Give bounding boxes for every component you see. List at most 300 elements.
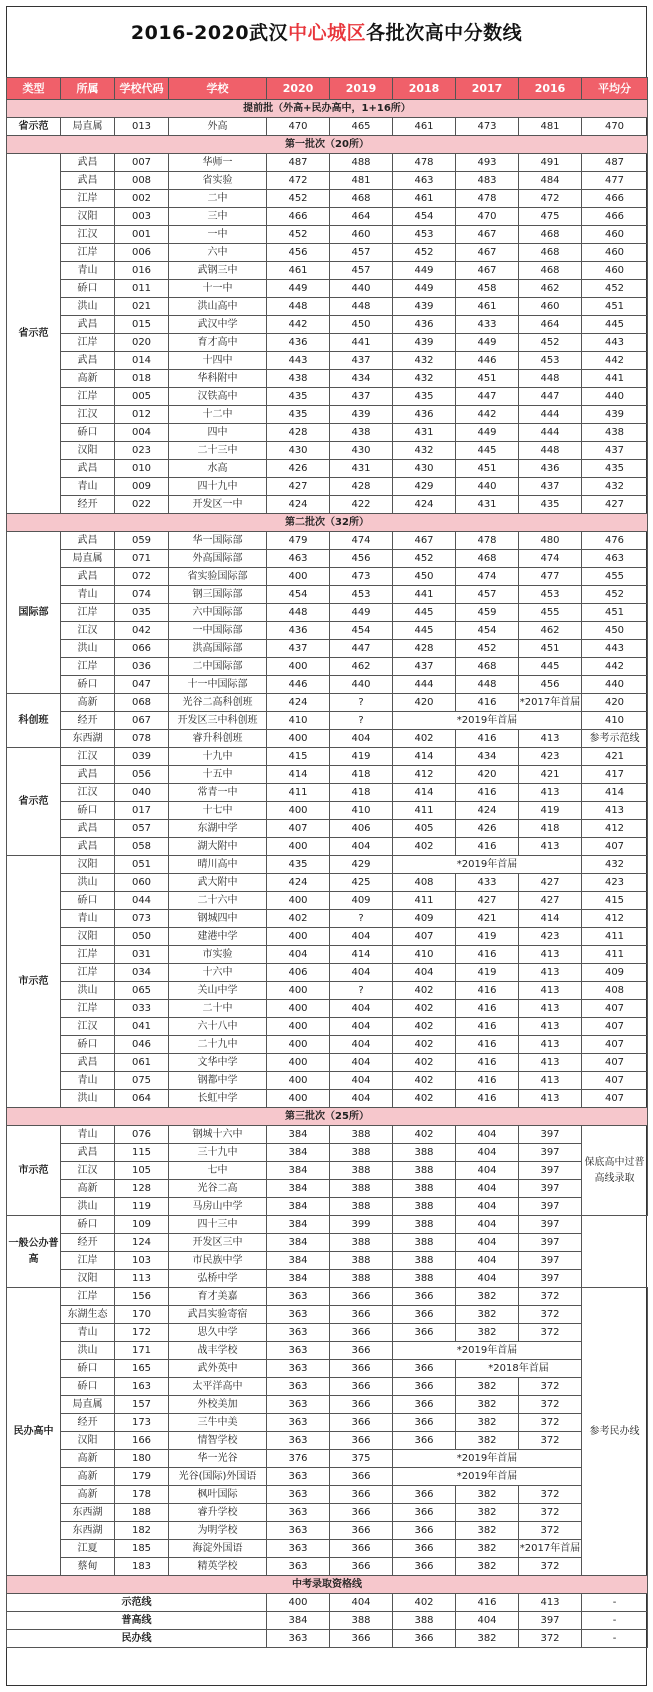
score-cell: 472 bbox=[267, 172, 330, 190]
score-cell: 366 bbox=[330, 1288, 393, 1306]
district-cell: 江岸 bbox=[61, 604, 115, 622]
score-cell: 416 bbox=[456, 1054, 519, 1072]
district-cell: 硚口 bbox=[61, 424, 115, 442]
score-cell: 388 bbox=[330, 1234, 393, 1252]
district-cell: 硚口 bbox=[61, 802, 115, 820]
score-cell: 408 bbox=[393, 874, 456, 892]
column-header: 2018 bbox=[393, 78, 456, 100]
average-cell: 参考民办线 bbox=[582, 1288, 648, 1576]
score-cell: 451 bbox=[456, 460, 519, 478]
score-cell: 424 bbox=[267, 874, 330, 892]
score-cell: 404 bbox=[330, 964, 393, 982]
score-cell: 411 bbox=[267, 784, 330, 802]
school-code-cell: 072 bbox=[115, 568, 169, 586]
school-code-cell: 042 bbox=[115, 622, 169, 640]
score-cell: 388 bbox=[393, 1162, 456, 1180]
score-cell: 450 bbox=[393, 568, 456, 586]
average-cell: 407 bbox=[582, 1072, 648, 1090]
school-name-cell: 钢都中学 bbox=[169, 1072, 267, 1090]
score-cell: 384 bbox=[267, 1126, 330, 1144]
table-row bbox=[7, 1486, 648, 1504]
score-cell: 414 bbox=[267, 766, 330, 784]
average-cell: 423 bbox=[582, 874, 648, 892]
average-cell: 460 bbox=[582, 244, 648, 262]
score-cell: 435 bbox=[267, 856, 330, 874]
school-name-cell: 十五中 bbox=[169, 766, 267, 784]
school-code-cell: 003 bbox=[115, 208, 169, 226]
score-cell: 366 bbox=[393, 1432, 456, 1450]
score-cell: 465 bbox=[330, 118, 393, 136]
school-name-cell: 思久中学 bbox=[169, 1324, 267, 1342]
score-cell: 414 bbox=[393, 748, 456, 766]
score-cell: 425 bbox=[330, 874, 393, 892]
score-cell: 388 bbox=[330, 1162, 393, 1180]
district-cell: 局直属 bbox=[61, 550, 115, 568]
school-code-cell: 050 bbox=[115, 928, 169, 946]
score-cell: 419 bbox=[330, 748, 393, 766]
score-cell: 400 bbox=[267, 892, 330, 910]
score-cell: 458 bbox=[456, 280, 519, 298]
score-cell: ? bbox=[330, 982, 393, 1000]
school-code-cell: 002 bbox=[115, 190, 169, 208]
district-cell: 青山 bbox=[61, 262, 115, 280]
score-cell: 382 bbox=[456, 1540, 519, 1558]
score-cell: 447 bbox=[456, 388, 519, 406]
school-name-cell: 战丰学校 bbox=[169, 1342, 267, 1360]
score-cell: 479 bbox=[267, 532, 330, 550]
average-cell: 441 bbox=[582, 370, 648, 388]
school-code-cell: 014 bbox=[115, 352, 169, 370]
average-cell: 452 bbox=[582, 586, 648, 604]
score-cell: 382 bbox=[456, 1558, 519, 1576]
score-cell: 402 bbox=[393, 1036, 456, 1054]
score-cell: 406 bbox=[267, 964, 330, 982]
school-name-cell: 三十九中 bbox=[169, 1144, 267, 1162]
score-cell: 363 bbox=[267, 1378, 330, 1396]
score-cell: 404 bbox=[456, 1198, 519, 1216]
score-cell: 388 bbox=[330, 1180, 393, 1198]
school-code-cell: 016 bbox=[115, 262, 169, 280]
district-cell: 武昌 bbox=[61, 172, 115, 190]
table-row bbox=[7, 406, 648, 424]
district-cell: 汉阳 bbox=[61, 856, 115, 874]
score-cell: 382 bbox=[456, 1378, 519, 1396]
score-cell: 452 bbox=[519, 334, 582, 352]
score-cell: 409 bbox=[393, 910, 456, 928]
score-cell: 439 bbox=[330, 406, 393, 424]
score-cell: 402 bbox=[393, 1090, 456, 1108]
score-cell: 382 bbox=[456, 1414, 519, 1432]
school-name-cell: 睿升学校 bbox=[169, 1504, 267, 1522]
qualify-value: 397 bbox=[519, 1612, 582, 1630]
score-cell: 416 bbox=[456, 946, 519, 964]
score-cell: 405 bbox=[393, 820, 456, 838]
score-cell: 413 bbox=[519, 730, 582, 748]
qualify-value: - bbox=[582, 1612, 648, 1630]
score-cell: 366 bbox=[330, 1468, 393, 1486]
score-cell: 483 bbox=[456, 172, 519, 190]
school-name-cell: 开发区三中 bbox=[169, 1234, 267, 1252]
school-code-cell: 170 bbox=[115, 1306, 169, 1324]
school-code-cell: 071 bbox=[115, 550, 169, 568]
average-cell: 487 bbox=[582, 154, 648, 172]
score-cell: 388 bbox=[330, 1198, 393, 1216]
school-code-cell: 163 bbox=[115, 1378, 169, 1396]
school-code-cell: 185 bbox=[115, 1540, 169, 1558]
section-title: 第二批次（32所） bbox=[7, 514, 648, 532]
score-cell: 409 bbox=[330, 892, 393, 910]
school-code-cell: 060 bbox=[115, 874, 169, 892]
score-cell: 397 bbox=[519, 1144, 582, 1162]
score-cell: 382 bbox=[456, 1486, 519, 1504]
table-row bbox=[7, 676, 648, 694]
score-cell: 384 bbox=[267, 1270, 330, 1288]
table-row bbox=[7, 1360, 648, 1378]
district-cell: 江汉 bbox=[61, 1018, 115, 1036]
column-header: 2017 bbox=[456, 78, 519, 100]
score-cell: 413 bbox=[519, 838, 582, 856]
score-cell: 462 bbox=[330, 658, 393, 676]
score-cell: 459 bbox=[456, 604, 519, 622]
school-name-cell: 六十八中 bbox=[169, 1018, 267, 1036]
district-cell: 武昌 bbox=[61, 838, 115, 856]
school-code-cell: 061 bbox=[115, 1054, 169, 1072]
score-cell: 431 bbox=[330, 460, 393, 478]
score-cell: 382 bbox=[456, 1504, 519, 1522]
school-code-cell: 172 bbox=[115, 1324, 169, 1342]
district-cell: 高新 bbox=[61, 1450, 115, 1468]
table-row bbox=[7, 1342, 648, 1360]
average-cell: 442 bbox=[582, 658, 648, 676]
average-cell: 415 bbox=[582, 892, 648, 910]
table-row bbox=[7, 784, 648, 802]
score-cell: 452 bbox=[267, 190, 330, 208]
score-cell: 404 bbox=[330, 1054, 393, 1072]
average-cell: 450 bbox=[582, 622, 648, 640]
school-code-cell: 064 bbox=[115, 1090, 169, 1108]
district-cell: 青山 bbox=[61, 1126, 115, 1144]
score-cell: 478 bbox=[456, 190, 519, 208]
score-cell: 468 bbox=[519, 262, 582, 280]
school-code-cell: 109 bbox=[115, 1216, 169, 1234]
table-row bbox=[7, 712, 648, 730]
school-name-cell: 二十三中 bbox=[169, 442, 267, 460]
district-cell: 东西湖 bbox=[61, 730, 115, 748]
score-cell: 413 bbox=[519, 1036, 582, 1054]
school-code-cell: 006 bbox=[115, 244, 169, 262]
table-row bbox=[7, 586, 648, 604]
district-cell: 江岸 bbox=[61, 658, 115, 676]
score-cell: 372 bbox=[519, 1306, 582, 1324]
school-code-cell: 157 bbox=[115, 1396, 169, 1414]
district-cell: 洪山 bbox=[61, 1342, 115, 1360]
table-row bbox=[7, 1180, 648, 1198]
school-code-cell: 020 bbox=[115, 334, 169, 352]
score-cell: 366 bbox=[330, 1306, 393, 1324]
score-cell: 414 bbox=[330, 946, 393, 964]
first-year-note: *2019年首届 bbox=[393, 1450, 582, 1468]
average-cell: 427 bbox=[582, 496, 648, 514]
score-cell: 478 bbox=[393, 154, 456, 172]
score-cell: 454 bbox=[267, 586, 330, 604]
score-cell: 462 bbox=[519, 622, 582, 640]
average-cell: 460 bbox=[582, 262, 648, 280]
score-cell: 366 bbox=[330, 1522, 393, 1540]
qualify-value: 416 bbox=[456, 1594, 519, 1612]
table-row bbox=[7, 388, 648, 406]
category-cell: 市示范 bbox=[7, 856, 61, 1108]
score-cell: 474 bbox=[330, 532, 393, 550]
score-cell: 432 bbox=[393, 442, 456, 460]
score-cell: 435 bbox=[267, 388, 330, 406]
score-cell: 372 bbox=[519, 1324, 582, 1342]
score-cell: 444 bbox=[519, 406, 582, 424]
qualify-value: 413 bbox=[519, 1594, 582, 1612]
score-cell: 404 bbox=[456, 1126, 519, 1144]
qualify-value: 402 bbox=[393, 1594, 456, 1612]
school-name-cell: 十四中 bbox=[169, 352, 267, 370]
district-cell: 局直属 bbox=[61, 118, 115, 136]
table-row bbox=[7, 532, 648, 550]
qualify-value: 384 bbox=[267, 1612, 330, 1630]
school-name-cell: 六中国际部 bbox=[169, 604, 267, 622]
school-code-cell: 066 bbox=[115, 640, 169, 658]
school-code-cell: 034 bbox=[115, 964, 169, 982]
category-cell: 民办高中 bbox=[7, 1288, 61, 1576]
score-cell: 363 bbox=[267, 1432, 330, 1450]
score-cell: 404 bbox=[393, 964, 456, 982]
score-cell: 366 bbox=[393, 1306, 456, 1324]
score-cell: 415 bbox=[267, 748, 330, 766]
table-row bbox=[7, 1432, 648, 1450]
score-cell: 437 bbox=[330, 352, 393, 370]
score-cell: 481 bbox=[519, 118, 582, 136]
score-cell: 435 bbox=[519, 496, 582, 514]
school-code-cell: 051 bbox=[115, 856, 169, 874]
table-row bbox=[7, 478, 648, 496]
score-cell: 388 bbox=[330, 1252, 393, 1270]
table-row bbox=[7, 316, 648, 334]
district-cell: 武昌 bbox=[61, 1144, 115, 1162]
table-row bbox=[7, 118, 648, 136]
district-cell: 硚口 bbox=[61, 676, 115, 694]
district-cell: 江岸 bbox=[61, 1252, 115, 1270]
score-cell: 421 bbox=[519, 766, 582, 784]
district-cell: 青山 bbox=[61, 910, 115, 928]
school-code-cell: 075 bbox=[115, 1072, 169, 1090]
score-cell: 436 bbox=[267, 622, 330, 640]
table-row bbox=[7, 1216, 648, 1234]
table-row bbox=[7, 1288, 648, 1306]
district-cell: 武昌 bbox=[61, 568, 115, 586]
score-cell: 416 bbox=[456, 1072, 519, 1090]
school-name-cell: 长虹中学 bbox=[169, 1090, 267, 1108]
school-name-cell: 武大附中 bbox=[169, 874, 267, 892]
table-row bbox=[7, 352, 648, 370]
district-cell: 江岸 bbox=[61, 190, 115, 208]
score-cell: 411 bbox=[393, 802, 456, 820]
score-cell: 457 bbox=[456, 586, 519, 604]
score-cell: 466 bbox=[267, 208, 330, 226]
score-cell: 384 bbox=[267, 1216, 330, 1234]
table-row bbox=[7, 550, 648, 568]
district-cell: 硚口 bbox=[61, 1216, 115, 1234]
score-cell: 366 bbox=[393, 1522, 456, 1540]
school-name-cell: 武昌实验寄宿 bbox=[169, 1306, 267, 1324]
table-row bbox=[7, 604, 648, 622]
score-cell: 402 bbox=[393, 1126, 456, 1144]
table-row bbox=[7, 1252, 648, 1270]
title-highlight: 中心城区 bbox=[288, 22, 367, 44]
district-cell: 江岸 bbox=[61, 334, 115, 352]
score-cell: 375 bbox=[330, 1450, 393, 1468]
qualify-row bbox=[7, 1612, 648, 1630]
school-code-cell: 119 bbox=[115, 1198, 169, 1216]
school-name-cell: 七中 bbox=[169, 1162, 267, 1180]
average-cell: 411 bbox=[582, 946, 648, 964]
school-code-cell: 067 bbox=[115, 712, 169, 730]
section-row bbox=[7, 514, 648, 532]
qualify-value: - bbox=[582, 1594, 648, 1612]
section-row bbox=[7, 1576, 648, 1594]
score-cell: 382 bbox=[456, 1396, 519, 1414]
score-cell: 446 bbox=[456, 352, 519, 370]
score-cell: 388 bbox=[393, 1252, 456, 1270]
qualify-value: 404 bbox=[456, 1612, 519, 1630]
qualify-value: 388 bbox=[393, 1612, 456, 1630]
column-header: 学校 bbox=[169, 78, 267, 100]
table-row bbox=[7, 1540, 648, 1558]
score-cell: 384 bbox=[267, 1144, 330, 1162]
score-cell: 397 bbox=[519, 1234, 582, 1252]
table-row bbox=[7, 226, 648, 244]
score-cell: 419 bbox=[456, 928, 519, 946]
school-code-cell: 173 bbox=[115, 1414, 169, 1432]
district-cell: 洪山 bbox=[61, 298, 115, 316]
score-cell: 363 bbox=[267, 1558, 330, 1576]
school-name-cell: 华一光谷 bbox=[169, 1450, 267, 1468]
score-cell: 470 bbox=[456, 208, 519, 226]
score-cell: 400 bbox=[267, 1018, 330, 1036]
district-cell: 高新 bbox=[61, 1486, 115, 1504]
score-cell: 400 bbox=[267, 1054, 330, 1072]
score-cell: 473 bbox=[330, 568, 393, 586]
school-code-cell: 004 bbox=[115, 424, 169, 442]
score-cell: 440 bbox=[330, 676, 393, 694]
qualify-row bbox=[7, 1594, 648, 1612]
school-name-cell: 华师一 bbox=[169, 154, 267, 172]
school-name-cell: 外校美加 bbox=[169, 1396, 267, 1414]
school-name-cell: 十一中 bbox=[169, 280, 267, 298]
school-name-cell: 情智学校 bbox=[169, 1432, 267, 1450]
qualify-value: 363 bbox=[267, 1630, 330, 1648]
score-cell: 402 bbox=[393, 1054, 456, 1072]
district-cell: 武昌 bbox=[61, 532, 115, 550]
section-title: 第三批次（25所） bbox=[7, 1108, 648, 1126]
score-cell: 467 bbox=[456, 262, 519, 280]
average-cell: 443 bbox=[582, 334, 648, 352]
score-cell: 366 bbox=[330, 1540, 393, 1558]
first-year-note: *2018年首届 bbox=[456, 1360, 582, 1378]
score-cell: 372 bbox=[519, 1378, 582, 1396]
district-cell: 青山 bbox=[61, 1324, 115, 1342]
score-cell: 402 bbox=[393, 1018, 456, 1036]
score-cell: 461 bbox=[393, 190, 456, 208]
school-name-cell: 汉铁高中 bbox=[169, 388, 267, 406]
score-cell: 414 bbox=[519, 910, 582, 928]
school-code-cell: 039 bbox=[115, 748, 169, 766]
school-name-cell: 武汉中学 bbox=[169, 316, 267, 334]
table-row bbox=[7, 460, 648, 478]
score-cell: 452 bbox=[393, 550, 456, 568]
score-cell: 433 bbox=[456, 874, 519, 892]
district-cell: 洪山 bbox=[61, 1198, 115, 1216]
score-cell: 448 bbox=[519, 370, 582, 388]
school-code-cell: 103 bbox=[115, 1252, 169, 1270]
score-cell: 363 bbox=[267, 1324, 330, 1342]
score-cell: 400 bbox=[267, 1072, 330, 1090]
score-cell: 440 bbox=[330, 280, 393, 298]
score-cell: 437 bbox=[393, 658, 456, 676]
school-code-cell: 105 bbox=[115, 1162, 169, 1180]
score-cell: 388 bbox=[330, 1126, 393, 1144]
table-row bbox=[7, 892, 648, 910]
qualify-value: 366 bbox=[330, 1630, 393, 1648]
column-header: 2019 bbox=[330, 78, 393, 100]
school-code-cell: 023 bbox=[115, 442, 169, 460]
score-cell: 461 bbox=[456, 298, 519, 316]
score-cell: 431 bbox=[456, 496, 519, 514]
score-cell: 410 bbox=[330, 802, 393, 820]
school-code-cell: 046 bbox=[115, 1036, 169, 1054]
qualify-label: 示范线 bbox=[7, 1594, 267, 1612]
score-cell: 382 bbox=[456, 1306, 519, 1324]
score-cell: 400 bbox=[267, 730, 330, 748]
score-cell: 461 bbox=[393, 118, 456, 136]
score-cell: 453 bbox=[330, 586, 393, 604]
score-cell: 445 bbox=[393, 604, 456, 622]
score-cell: 480 bbox=[519, 532, 582, 550]
score-cell: 400 bbox=[267, 838, 330, 856]
table-body bbox=[7, 100, 648, 1648]
score-cell: 416 bbox=[456, 730, 519, 748]
average-cell: 466 bbox=[582, 208, 648, 226]
table-row bbox=[7, 442, 648, 460]
score-cell: 448 bbox=[519, 442, 582, 460]
score-cell: 407 bbox=[267, 820, 330, 838]
score-cell: 372 bbox=[519, 1414, 582, 1432]
score-cell: 449 bbox=[456, 424, 519, 442]
average-cell: 442 bbox=[582, 352, 648, 370]
school-name-cell: 一中国际部 bbox=[169, 622, 267, 640]
district-cell: 东湖生态 bbox=[61, 1306, 115, 1324]
table-header-row bbox=[7, 78, 648, 100]
table-row bbox=[7, 802, 648, 820]
district-cell: 江岸 bbox=[61, 964, 115, 982]
district-cell: 蔡甸 bbox=[61, 1558, 115, 1576]
score-cell: 416 bbox=[456, 1090, 519, 1108]
section-row bbox=[7, 1108, 648, 1126]
school-name-cell: 精英学校 bbox=[169, 1558, 267, 1576]
score-cell: 444 bbox=[519, 424, 582, 442]
table-row bbox=[7, 820, 648, 838]
school-name-cell: 水高 bbox=[169, 460, 267, 478]
score-cell: 366 bbox=[330, 1342, 393, 1360]
table-row bbox=[7, 262, 648, 280]
score-cell: 404 bbox=[456, 1144, 519, 1162]
school-name-cell: 四十三中 bbox=[169, 1216, 267, 1234]
average-cell: 421 bbox=[582, 748, 648, 766]
